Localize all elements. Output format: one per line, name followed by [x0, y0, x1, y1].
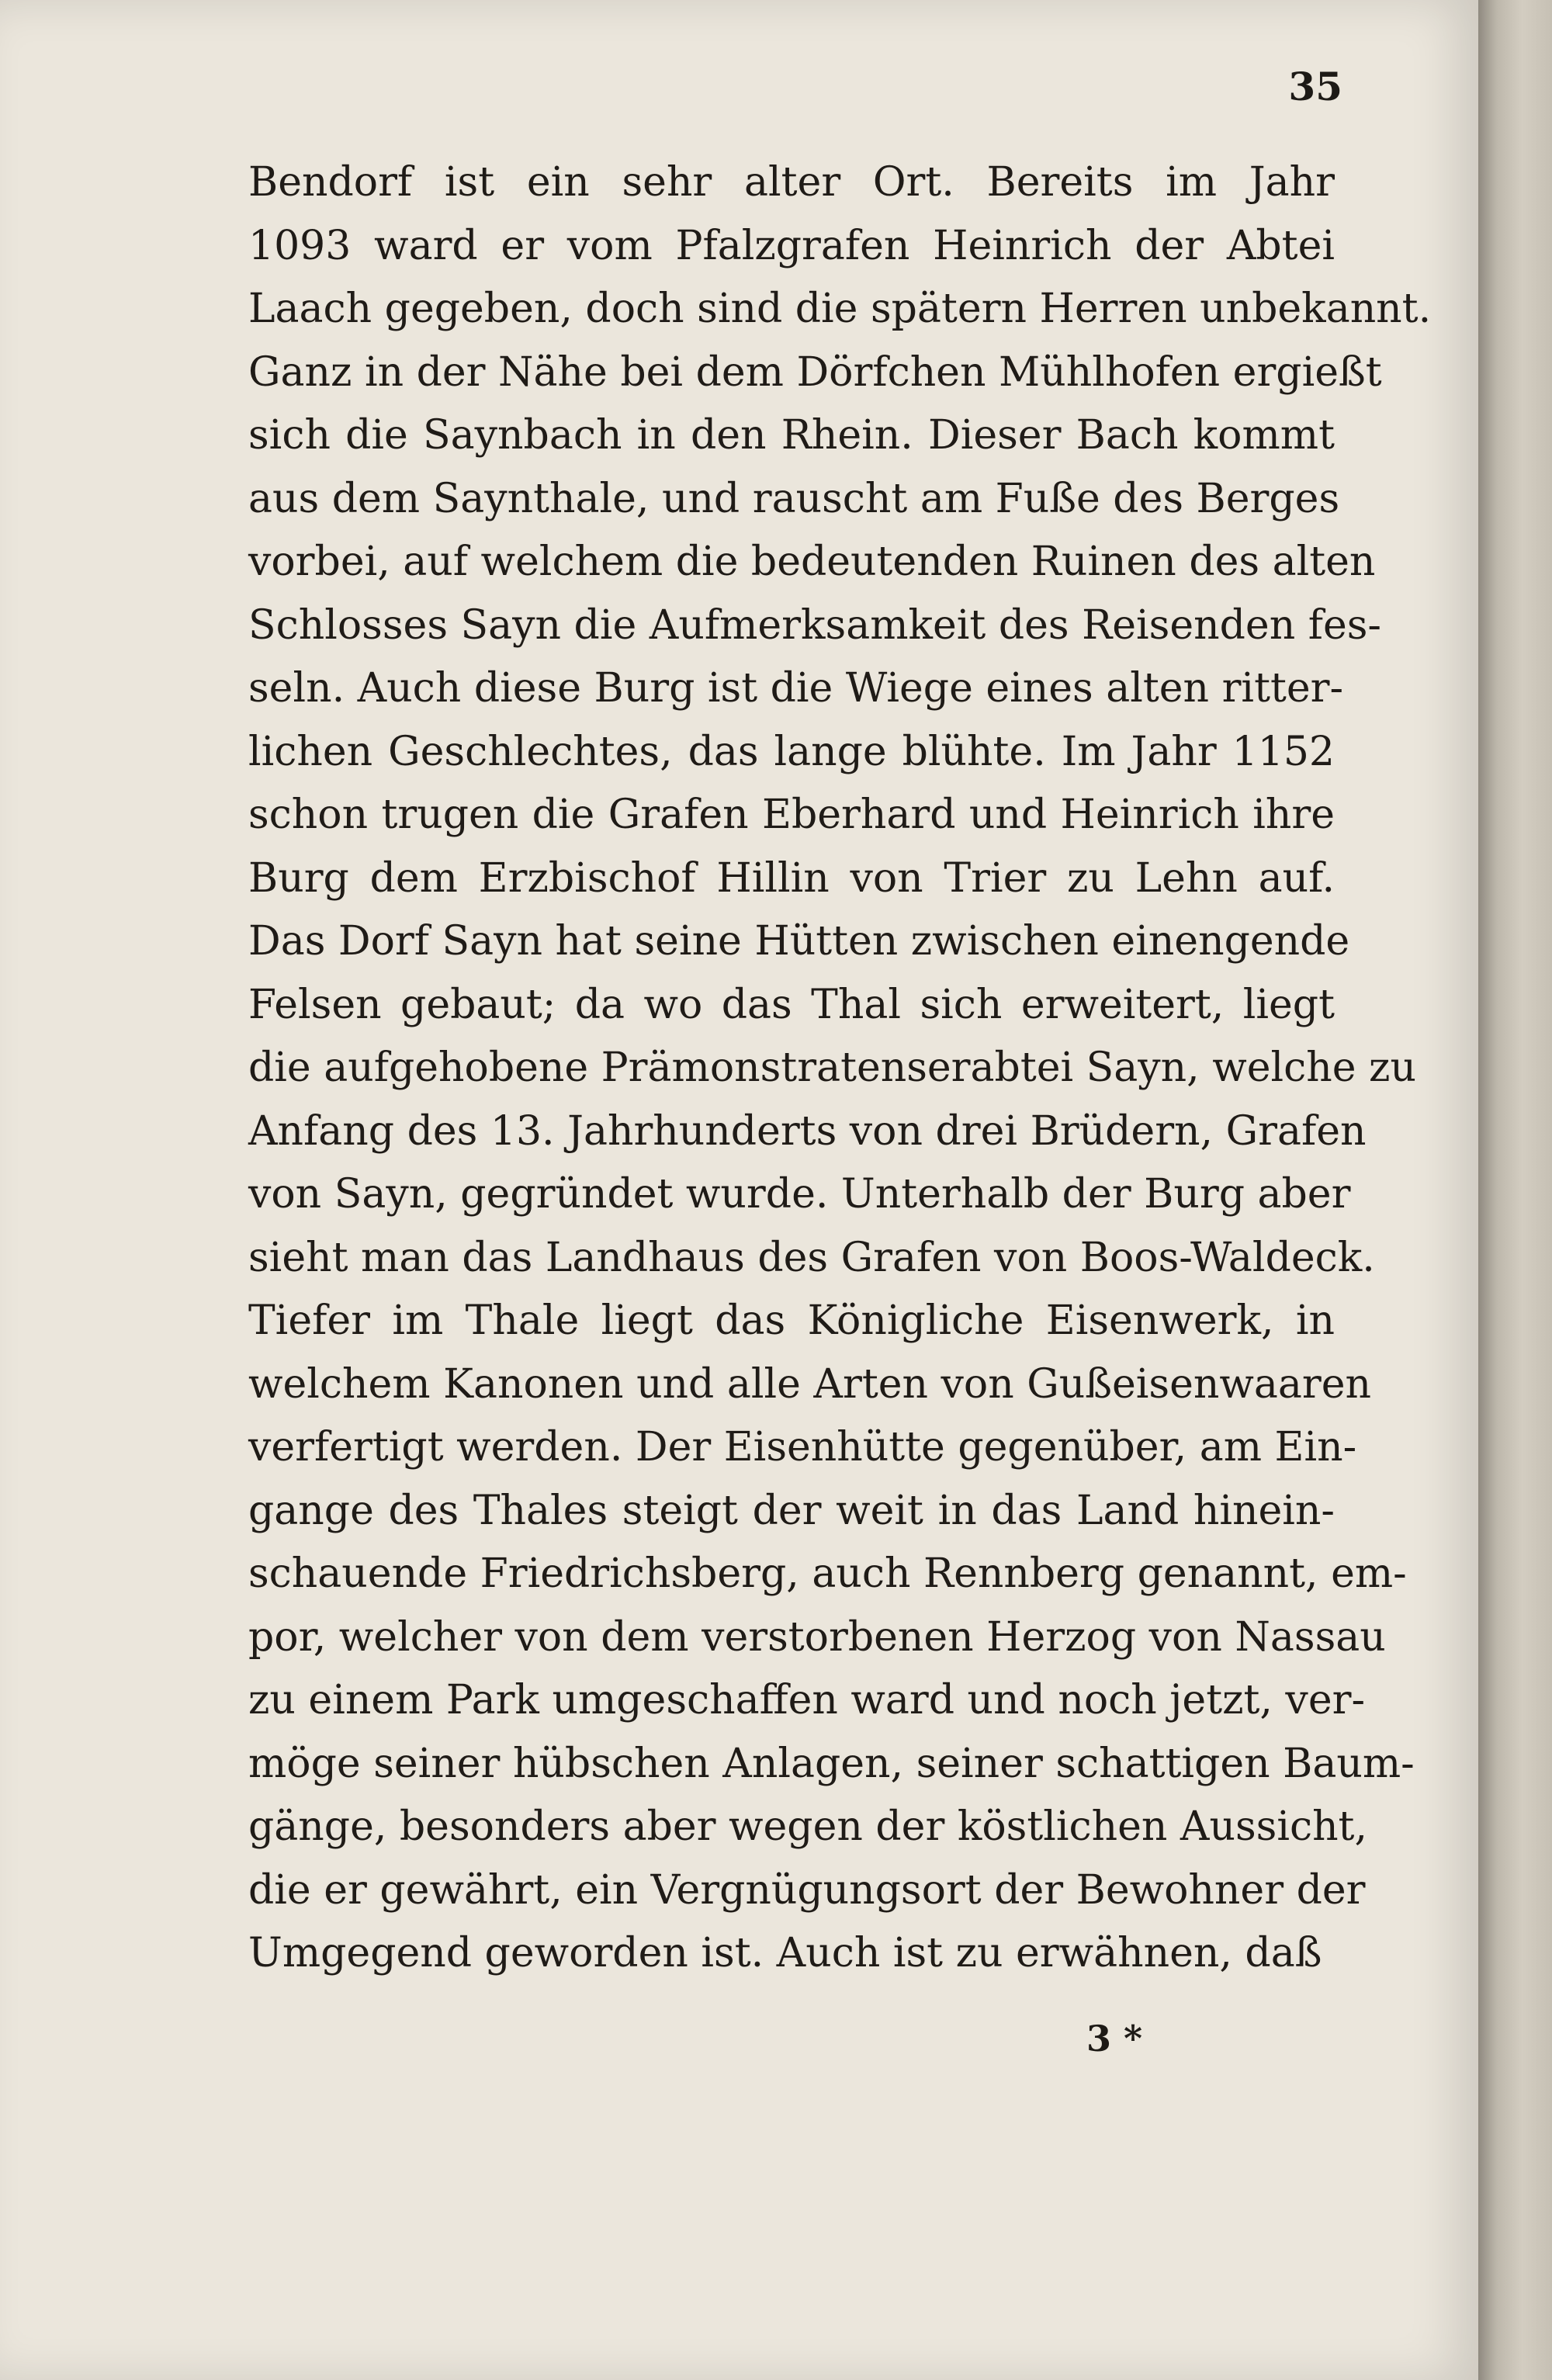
text-line: Burg dem Erzbischof Hillin von Trier zu Lehn auf.: [248, 854, 1335, 902]
text-line: Felsen gebaut; da wo das Thal sich erweitert, liegt: [248, 981, 1335, 1028]
body-text: [248, 151, 1432, 1986]
text-line: seln. Auch diese Burg ist die Wiege eines alten ritter-: [248, 665, 1344, 712]
text-line: Das Dorf Sayn hat seine Hütten zwischen einengende: [248, 918, 1350, 965]
text-line: por, welcher von dem verstorbenen Herzog von Nassau: [248, 1613, 1386, 1661]
text-line: zu einem Park umgeschaffen ward und noch jetzt, ver-: [248, 1677, 1366, 1724]
text-line: gänge, besonders aber wegen der köstlichen Aussicht,: [248, 1803, 1367, 1850]
text-line: möge seiner hübschen Anlagen, seiner schattigen Baum-: [248, 1740, 1415, 1787]
text-line: welchem Kanonen und alle Arten von Gußeisenwaaren: [248, 1360, 1371, 1408]
text-line: sieht man das Landhaus des Grafen von Boos-Waldeck.: [248, 1234, 1375, 1281]
text-line: lichen Geschlechtes, das lange blühte. Im Jahr 1152: [248, 728, 1335, 775]
text-line: Anfang des 13. Jahrhunderts von drei Brüdern, Grafen: [248, 1107, 1367, 1155]
text-line: schauende Friedrichsberg, auch Rennberg genannt, em-: [248, 1550, 1407, 1597]
text-line: Ganz in der Nähe bei dem Dörfchen Mühlhofen ergießt: [248, 348, 1382, 396]
text-line: schon trugen die Grafen Eberhard und Heinrich ihre: [248, 792, 1335, 838]
text-line: gange des Thales steigt der weit in das Land hinein-: [248, 1487, 1335, 1534]
text-line: aus dem Saynthale, und rauscht am Fuße des Berges: [248, 475, 1340, 522]
text-line: Schlosses Sayn die Aufmerksamkeit des Reisenden fes-: [248, 601, 1381, 649]
text-line: sich die Saynbach in den Rhein. Dieser Bach kommt: [248, 412, 1335, 459]
text-line: Laach gegeben, doch sind die spätern Herren unbekannt.: [248, 286, 1432, 332]
text-line: verfertigt werden. Der Eisenhütte gegenüber, am Ein-: [248, 1424, 1357, 1471]
text-line: die aufgehobene Prämonstratenserabtei Sayn, welche zu: [248, 1044, 1416, 1091]
text-line: vorbei, auf welchem die bedeutenden Ruinen des alten: [248, 539, 1376, 585]
text-line: die er gewährt, ein Vergnügungsort der Bewohner der: [248, 1866, 1366, 1914]
text-line: von Sayn, gegründet wurde. Unterhalb der Burg aber: [248, 1171, 1351, 1218]
page-number: 35: [1288, 64, 1342, 109]
page-edge: [1478, 0, 1552, 2380]
signature-mark: 3 *: [1086, 2018, 1143, 2060]
text-line: Tiefer im Thale liegt das Königliche Eisenwerk, in: [248, 1297, 1335, 1344]
text-line: Umgegend geworden ist. Auch ist zu erwähnen, daß: [248, 1930, 1322, 1976]
text-line: 1093 ward er vom Pfalzgrafen Heinrich der Abtei: [248, 222, 1335, 269]
text-line: Bendorf ist ein sehr alter Ort. Bereits im Jahr: [248, 159, 1335, 206]
